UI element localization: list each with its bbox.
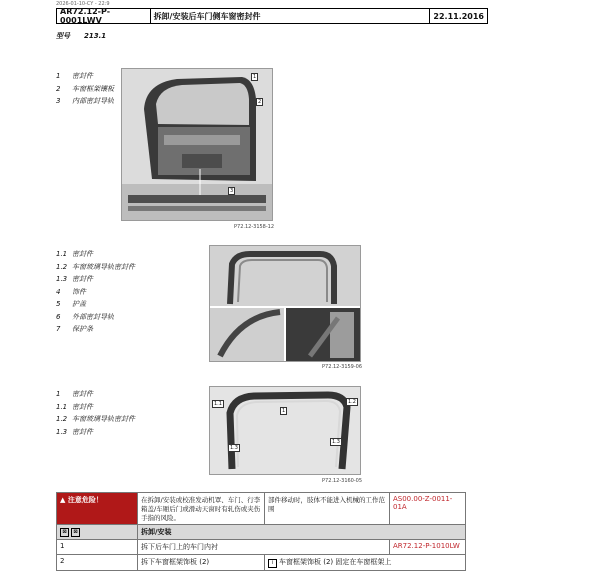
step-text: 拆下后车门上的车门内衬 (138, 540, 390, 555)
danger-text-2: 部件移动时，肢体不能进入机械的工作范围 (265, 493, 390, 525)
danger-label: ▲ 注意危险！ (57, 493, 138, 525)
tool-icon: ⊠ (60, 528, 69, 537)
doc-header (56, 8, 488, 24)
legend-num: 1.2 (56, 262, 68, 271)
seal-detail-illustration (210, 246, 360, 361)
legend-item (56, 70, 114, 83)
figure-seal-overview (209, 386, 361, 475)
legend-item (56, 426, 135, 439)
callout-1: 1 (282, 408, 286, 414)
callout-2: 2 (258, 99, 262, 105)
model-label-text: 型号 (56, 32, 70, 40)
legend-text: 密封件 (72, 72, 93, 80)
legend-num: 1.3 (56, 427, 68, 436)
legend-num: 1 (56, 390, 61, 398)
step-num: 1 (57, 540, 138, 555)
legend-num: 3 (56, 97, 61, 105)
doc-id: AR72.12-P-0001LWV (57, 9, 151, 23)
legend-num: 1.1 (56, 402, 68, 411)
tool-icon: ⊠ (71, 528, 80, 537)
figure-caption-1: P72.12-3158-12 (234, 224, 275, 230)
legend-item (56, 248, 135, 261)
danger-row (57, 493, 466, 525)
legend-1 (56, 70, 114, 108)
legend-item (56, 83, 114, 96)
section-title-row (57, 525, 466, 540)
legend-3 (56, 388, 135, 438)
figure-door-frame (121, 68, 273, 221)
legend-text: 密封件 (72, 402, 93, 411)
procedure-table (56, 492, 466, 571)
step-ref-link[interactable]: AR72.12-P-1010LW (390, 540, 466, 555)
danger-ref-link[interactable]: AS00.00-Z-0011-01A (390, 493, 466, 525)
legend-item (56, 298, 135, 311)
danger-text: 在拆卸/安装或校准发动机罩、车门、行李箱盖/车厢后门或滑动天窗时有轧伤或夹伤手指的风险。 (138, 493, 265, 525)
legend-num: 1.1 (56, 250, 68, 258)
step-num: 2 (57, 555, 138, 571)
legend-text: 密封件 (72, 250, 93, 258)
figure-caption-2: P72.12-3159-06 (322, 364, 363, 370)
door-illustration (122, 69, 272, 220)
model-value: 213.1 (84, 32, 107, 40)
legend-text: 护盖 (72, 300, 86, 308)
step-note (265, 555, 466, 571)
legend-text: 保护条 (72, 325, 93, 333)
legend-text: 饰件 (72, 287, 86, 296)
legend-item (56, 273, 135, 286)
legend-num: 1.3 (56, 275, 68, 283)
seal-overview-illustration (210, 387, 360, 474)
legend-text: 内部密封导轨 (72, 97, 114, 105)
callout-1-3-left: 1.3 (230, 445, 238, 451)
callout-1-3-right: 1.3 (332, 439, 340, 445)
legend-num: 2 (56, 84, 61, 93)
legend-text: 密封件 (72, 275, 93, 283)
step-row-2 (57, 555, 466, 571)
legend-item (56, 323, 135, 336)
legend-num: 1 (56, 72, 61, 80)
legend-text: 密封件 (72, 390, 93, 398)
legend-num: 5 (56, 300, 61, 308)
legend-item (56, 286, 135, 299)
doc-title: 拆卸/安装后车门侧车窗密封件 (151, 9, 431, 23)
legend-num: 1.2 (56, 415, 68, 423)
step-text: 拆下车窗框架饰板 (2) (138, 555, 265, 571)
legend-num: 6 (56, 312, 61, 321)
step-note-text: 车窗框架饰板 (2) 固定在车窗框架上 (279, 558, 392, 566)
legend-2 (56, 248, 135, 336)
legend-item (56, 388, 135, 401)
legend-item (56, 401, 135, 414)
section-icon-cell (57, 525, 138, 540)
doc-date: 22.11.2016 (433, 11, 484, 21)
legend-text: 车窗玻璃导轨密封件 (72, 262, 135, 271)
legend-item (56, 95, 114, 108)
callout-3: 3 (230, 188, 234, 194)
figure-caption-3: P72.12-3160-05 (322, 478, 363, 484)
danger-label-text: 注意危险！ (67, 496, 103, 504)
callout-1-1-left: 1.1 (214, 401, 222, 407)
step-row-1 (57, 540, 466, 555)
figure-seal-detail (209, 245, 361, 362)
legend-num: 4 (56, 287, 61, 296)
legend-item (56, 261, 135, 274)
model-label (56, 32, 70, 41)
legend-text: 车窗玻璃导轨密封件 (72, 415, 135, 423)
callout-1-2-right: 1.2 (348, 399, 356, 405)
legend-text: 外部密封导轨 (72, 312, 114, 321)
info-icon: i (268, 559, 277, 568)
legend-text: 车窗框架镶板 (72, 84, 114, 93)
legend-text: 密封件 (72, 427, 93, 436)
legend-item (56, 311, 135, 324)
callout-1: 1 (253, 74, 257, 80)
date-stamp: 2026-01-10-CY - 22:9 (56, 1, 110, 7)
legend-item (56, 413, 135, 426)
legend-num: 7 (56, 325, 61, 333)
section-title: 拆卸/安装 (138, 525, 466, 540)
